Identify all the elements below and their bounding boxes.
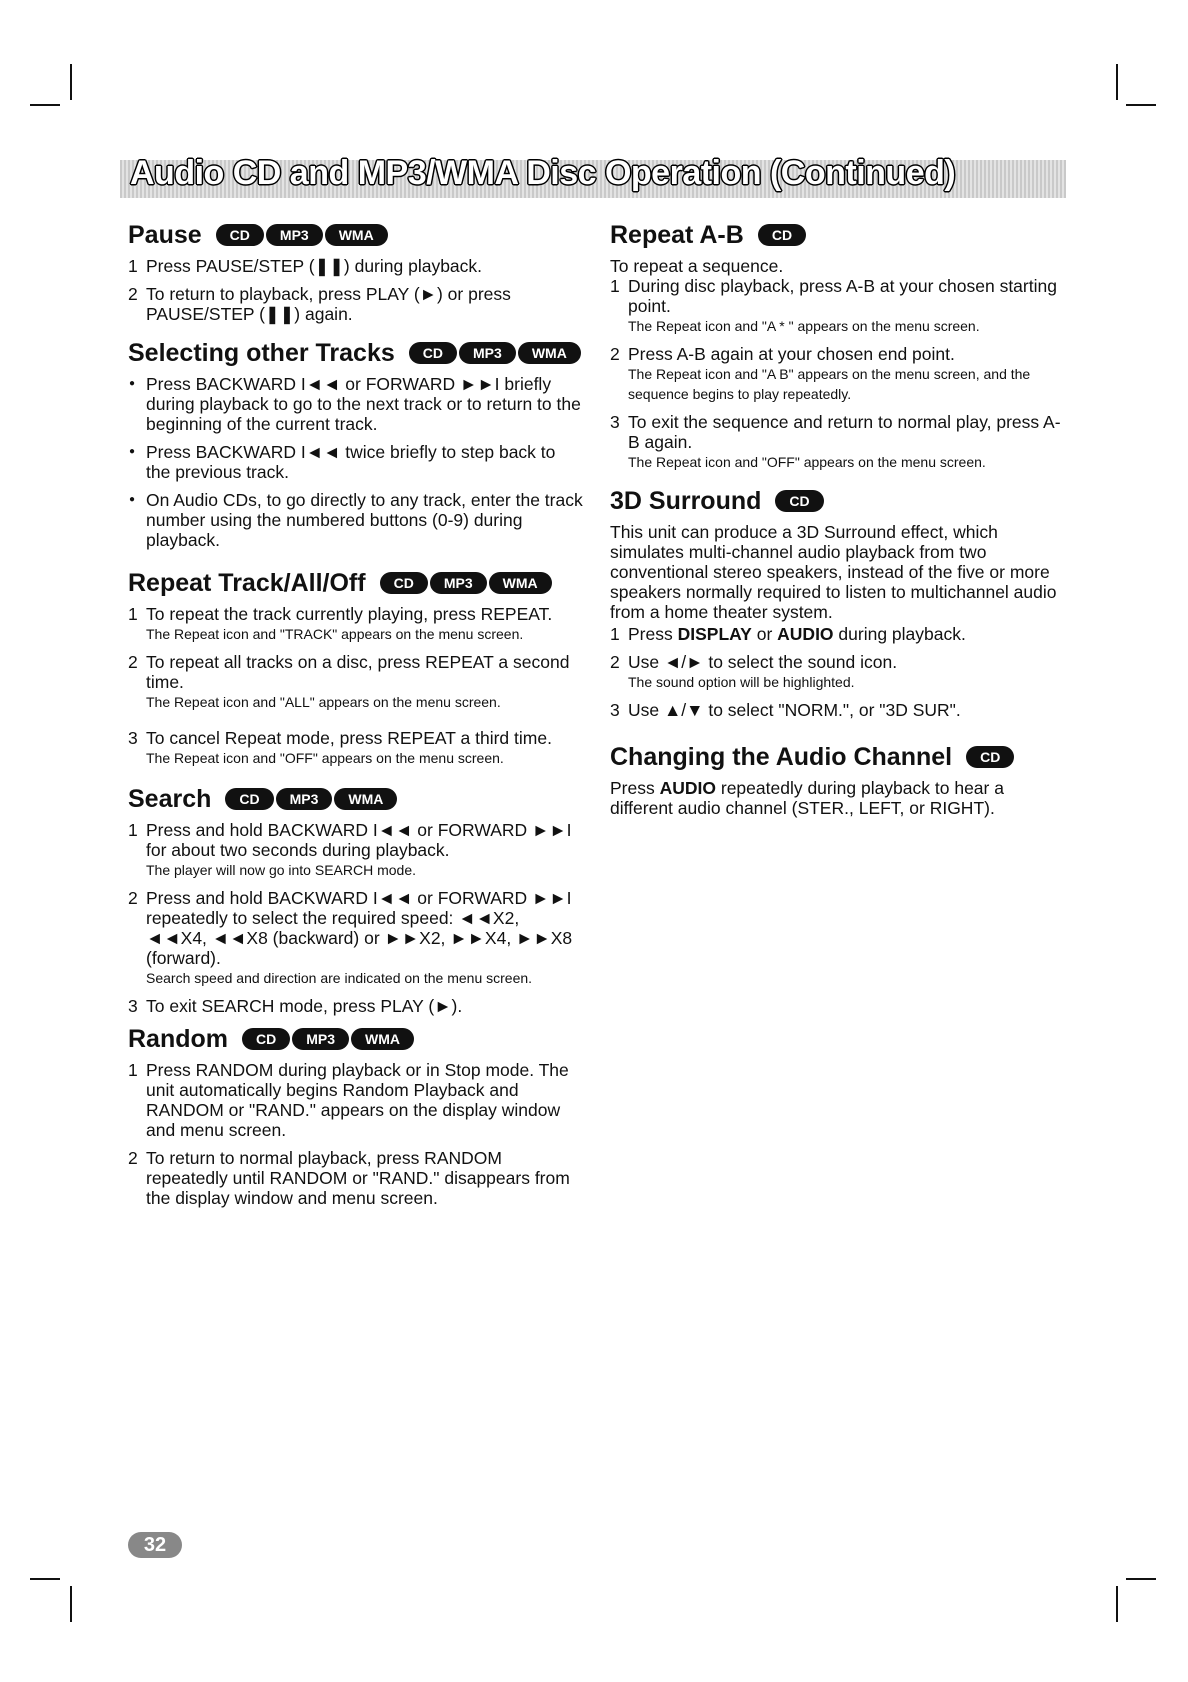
list-item [128, 652, 584, 712]
section-title: Random [128, 1025, 228, 1053]
step-list [128, 1060, 584, 1208]
section-intro: To repeat a sequence. [610, 256, 784, 276]
section-title: Changing the Audio Channel [610, 743, 953, 771]
list-item [128, 284, 584, 324]
cd-badge: CD [380, 572, 428, 594]
cd-badge: CD [216, 224, 264, 246]
section-heading [610, 486, 1065, 516]
step-number: 3 [128, 728, 138, 748]
step-text: Press RANDOM during playback or in Stop mode. The unit automatically begins Random Playback and RANDOM or "RAND." appears on the display window and menu screen. [146, 1060, 569, 1140]
repeat-section [128, 568, 584, 768]
cd-badge: CD [409, 342, 457, 364]
step-text: Press and hold BACKWARD I◄◄ or FORWARD ►►I for about two seconds during playback. [146, 820, 572, 860]
crop-mark [30, 104, 60, 106]
step-number: 2 [610, 652, 620, 672]
crop-mark [1126, 104, 1156, 106]
step-number: 3 [610, 700, 620, 720]
step-text: Press and hold BACKWARD I◄◄ or FORWARD ►►I repeatedly to select the required speed: ◄◄X2, ◄◄X4, ◄◄X8 (backward) or ►►X2, ►►X4, ►►X8 (forward). [146, 888, 573, 968]
cd-badge: CD [966, 746, 1014, 768]
step-text: To repeat the track currently playing, press REPEAT. [146, 604, 553, 624]
mp3-badge: MP3 [292, 1028, 349, 1050]
cd-badge: CD [242, 1028, 290, 1050]
list-item: ● Press BACKWARD I◄◄ or FORWARD ►►I briefly during playback to go to the next track or to return to the beginning of the current track. [128, 374, 584, 434]
wma-badge: WMA [351, 1028, 414, 1050]
body-text: Press [610, 778, 660, 798]
section-title: Search [128, 785, 212, 813]
step-number: 2 [128, 652, 138, 672]
repeat-ab-section [610, 220, 1065, 472]
section-heading [128, 568, 584, 598]
list-item [128, 996, 584, 1016]
step-list [128, 256, 584, 324]
list-item: ● Press BACKWARD I◄◄ twice briefly to step back to the previous track. [128, 442, 584, 482]
list-item [610, 700, 1065, 720]
step-text: To repeat all tracks on a disc, press REPEAT a second time. [146, 652, 570, 692]
step-text: or [751, 624, 778, 644]
step-list [610, 624, 1065, 720]
step-text: during playback. [833, 624, 966, 644]
section-title: Pause [128, 221, 202, 249]
left-column [128, 220, 584, 1216]
step-text: Press [628, 624, 678, 644]
section-heading [610, 742, 1065, 772]
step-number: 1 [128, 604, 138, 624]
audio-key: AUDIO [777, 624, 834, 644]
step-number: 2 [128, 284, 138, 304]
step-list [128, 604, 584, 768]
section-heading [610, 220, 1065, 250]
list-item: ● On Audio CDs, to go directly to any track, enter the track number using the numbered buttons (0-9) during playback. [128, 490, 584, 550]
section-heading [128, 338, 584, 368]
step-note: The Repeat icon and "ALL" appears on the menu screen. [146, 694, 501, 710]
section-title: 3D Surround [610, 487, 762, 515]
mp3-badge: MP3 [430, 572, 487, 594]
list-item [610, 652, 1065, 692]
step-note: The Repeat icon and "A B" appears on the menu screen, and the sequence begins to play repeatedly. [628, 366, 1031, 402]
step-number: 2 [128, 888, 138, 908]
step-note: Search speed and direction are indicated on the menu screen. [146, 970, 533, 986]
wma-badge: WMA [518, 342, 581, 364]
step-number: 3 [610, 412, 620, 432]
step-text: Use ◄/► to select the sound icon. [628, 652, 898, 672]
step-text: To exit the sequence and return to normal play, press A-B again. [628, 412, 1061, 452]
step-note: The Repeat icon and "OFF" appears on the menu screen. [628, 454, 986, 470]
step-text: To return to normal playback, press RANDOM repeatedly until RANDOM or "RAND." disappears from the display window and menu screen. [146, 1148, 570, 1208]
step-number: 1 [610, 276, 620, 296]
step-number: 3 [128, 996, 138, 1016]
page-number-badge: 32 [128, 1532, 182, 1558]
step-number: 2 [128, 1148, 138, 1168]
step-number: 2 [610, 344, 620, 364]
bullet-list [128, 374, 584, 550]
step-list [128, 820, 584, 1016]
step-note: The Repeat icon and "OFF" appears on the menu screen. [146, 750, 504, 766]
step-note: The Repeat icon and "A * " appears on the menu screen. [628, 318, 980, 334]
wma-badge: WMA [334, 788, 397, 810]
audio-key: AUDIO [659, 778, 716, 798]
step-text: Use ▲/▼ to select "NORM.", or "3D SUR". [628, 700, 961, 720]
list-item [610, 412, 1065, 472]
section-title: Repeat Track/All/Off [128, 569, 366, 597]
title-banner [120, 154, 1066, 198]
section-title: Selecting other Tracks [128, 339, 395, 367]
mp3-badge: MP3 [266, 224, 323, 246]
list-item [128, 888, 584, 988]
section-heading [128, 784, 584, 814]
page-title: Audio CD and MP3/WMA Disc Operation (Continued) [130, 154, 956, 192]
random-section [128, 1024, 584, 1208]
list-item [610, 624, 1065, 644]
step-number: 1 [128, 820, 138, 840]
cd-badge: CD [775, 490, 823, 512]
list-item [128, 1060, 584, 1140]
selecting-section [128, 338, 584, 550]
section-heading [128, 1024, 584, 1054]
crop-mark [1126, 1578, 1156, 1580]
step-text: Press PAUSE/STEP (❚❚) during playback. [146, 256, 483, 276]
pause-section [128, 220, 584, 324]
section-title: Repeat A-B [610, 221, 744, 249]
step-text: During disc playback, press A-B at your chosen starting point. [628, 276, 1057, 316]
right-column [610, 220, 1065, 822]
step-number: 1 [128, 256, 138, 276]
step-text: To return to playback, press PLAY (►) or press PAUSE/STEP (❚❚) again. [146, 284, 511, 324]
crop-mark [70, 1586, 72, 1622]
step-number: 1 [128, 1060, 138, 1080]
mp3-badge: MP3 [276, 788, 333, 810]
list-item [610, 276, 1065, 336]
wma-badge: WMA [489, 572, 552, 594]
section-heading [128, 220, 584, 250]
step-note: The Repeat icon and "TRACK" appears on the menu screen. [146, 626, 524, 642]
list-item [128, 256, 584, 276]
crop-mark [70, 64, 72, 100]
step-text: To cancel Repeat mode, press REPEAT a third time. [146, 728, 552, 748]
section-intro: This unit can produce a 3D Surround effect, which simulates multi-channel audio playback from two conventional stereo speakers, instead of the five or more speakers normally required to listen to multichannel audio from a home theater system. [610, 522, 1057, 622]
cd-badge: CD [758, 224, 806, 246]
step-number: 1 [610, 624, 620, 644]
audio-channel-section [610, 742, 1065, 818]
step-note: The sound option will be highlighted. [628, 674, 855, 690]
crop-mark [1116, 1586, 1118, 1622]
crop-mark [1116, 64, 1118, 100]
step-note: The player will now go into SEARCH mode. [146, 862, 417, 878]
list-item [128, 604, 584, 644]
list-item [128, 1148, 584, 1208]
body-text: repeatedly during playback to hear a different audio channel (STER., LEFT, or RIGHT). [610, 778, 1004, 818]
list-item [610, 344, 1065, 404]
step-text: To exit SEARCH mode, press PLAY (►). [146, 996, 463, 1016]
list-item [128, 728, 584, 768]
cd-badge: CD [225, 788, 273, 810]
crop-mark [30, 1578, 60, 1580]
wma-badge: WMA [325, 224, 388, 246]
section-body [610, 778, 1065, 818]
list-item [128, 820, 584, 880]
display-key: DISPLAY [677, 624, 752, 644]
mp3-badge: MP3 [459, 342, 516, 364]
surround-section [610, 486, 1065, 720]
step-list [610, 276, 1065, 472]
search-section [128, 784, 584, 1016]
step-text: Press A-B again at your chosen end point. [628, 344, 955, 364]
